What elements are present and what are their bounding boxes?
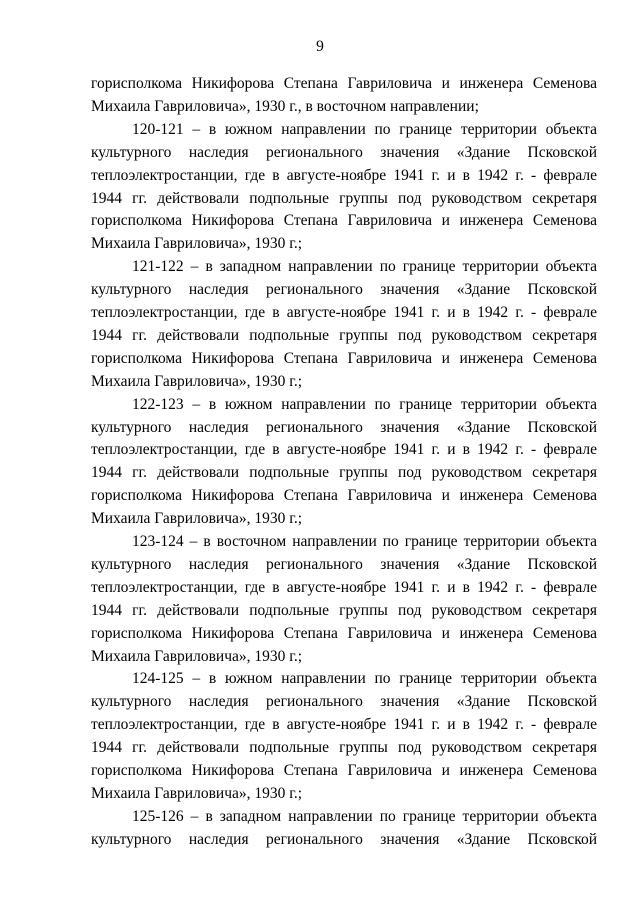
- text-line: культурного наследия регионального значения «Здание Псковской: [91, 418, 597, 436]
- text-line: теплоэлектростанции, где в августе-ноябре 1941 г. и в 1942 г. - феврале: [91, 578, 597, 596]
- text-line: Михаила Гавриловича», 1930 г.;: [91, 784, 303, 802]
- text-line: культурного наследия регионального значения «Здание Псковской: [91, 830, 597, 848]
- text-line: культурного наследия регионального значения «Здание Псковской: [91, 555, 597, 573]
- text-line: Михаила Гавриловича», 1930 г.;: [91, 235, 303, 253]
- text-line: теплоэлектростанции, где в августе-ноябре 1941 г. и в 1942 г. - феврале: [91, 441, 597, 459]
- text-line: культурного наследия регионального значения «Здание Псковской: [91, 281, 597, 299]
- text-line: теплоэлектростанции, где в августе-ноябре 1941 г. и в 1942 г. - феврале: [91, 716, 597, 734]
- text-line: 1944 гг. действовали подпольные группы под руководством секретаря: [91, 601, 597, 619]
- text-line: горисполкома Никифорова Степана Гавриловича и инженера Семенова: [91, 212, 597, 230]
- paragraph-first-line: 120-121 – в южном направлении по границе территории объекта: [132, 120, 597, 138]
- text-line: Михаила Гавриловича», 1930 г.;: [91, 510, 303, 528]
- text-line: горисполкома Никифорова Степана Гавриловича и инженера Семенова: [91, 349, 597, 367]
- text-line: горисполкома Никифорова Степана Гавриловича и инженера Семенова: [91, 762, 597, 779]
- text-line: Михаила Гавриловича», 1930 г.;: [91, 647, 303, 665]
- text-line: 1944 гг. действовали подпольные группы под руководством секретаря: [91, 739, 597, 757]
- text-line: культурного наследия регионального значения «Здание Псковской: [91, 143, 597, 161]
- text-line: теплоэлектростанции, где в августе-ноябре 1941 г. и в 1942 г. - феврале: [91, 304, 597, 321]
- text-line: 1944 гг. действовали подпольные группы под руководством секретаря: [91, 326, 597, 344]
- paragraph-first-line: 121-122 – в западном направлении по границе территории объекта: [132, 258, 597, 276]
- text-line: 1944 гг. действовали подпольные группы под руководством секретаря: [91, 189, 597, 207]
- text-line: Михаила Гавриловича», 1930 г., в восточном направлении;: [91, 97, 479, 115]
- paragraph-first-line: 125-126 – в западном направлении по границе территории объекта: [132, 807, 597, 825]
- paragraph-first-line: 122-123 – в южном направлении по границе территории объекта: [132, 395, 597, 413]
- paragraph-first-line: 124-125 – в южном направлении по границе территории объекта: [132, 670, 597, 688]
- text-line: Михаила Гавриловича», 1930 г.;: [91, 372, 303, 390]
- text-line: горисполкома Никифорова Степана Гавриловича и инженера Семенова: [91, 487, 597, 505]
- text-line: теплоэлектростанции, где в августе-ноябре 1941 г. и в 1942 г. - феврале: [91, 166, 597, 184]
- text-line: культурного наследия регионального значения «Здание Псковской: [91, 693, 597, 711]
- page-number: 9: [316, 38, 324, 55]
- paragraph-first-line: 123-124 – в восточном направлении по границе территории объекта: [132, 533, 597, 550]
- text-line: 1944 гг. действовали подпольные группы под руководством секретаря: [91, 464, 597, 482]
- text-line: горисполкома Никифорова Степана Гавриловича и инженера Семенова: [91, 75, 597, 92]
- text-line: горисполкома Никифорова Степана Гавриловича и инженера Семенова: [91, 624, 597, 642]
